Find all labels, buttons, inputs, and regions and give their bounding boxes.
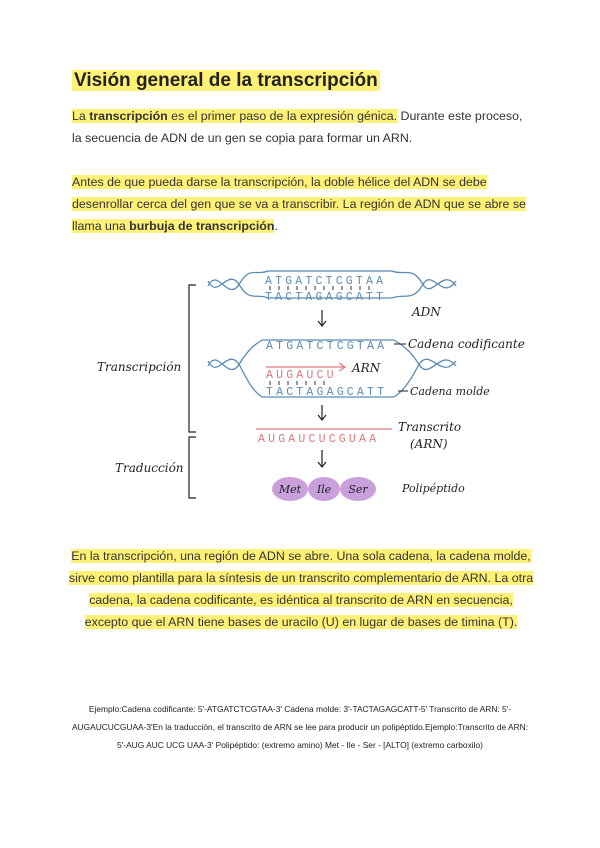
arrow-down-icon [318, 450, 326, 467]
svg-text:Ser: Ser [348, 483, 368, 496]
label-polipeptido: Polipéptido [402, 482, 465, 495]
template-strand-sequence: TACTAGAGCATT [266, 386, 388, 399]
stage-brackets [189, 285, 196, 498]
page-title: Visión general de la transcripción [74, 70, 378, 91]
svg-text:Ile: Ile [316, 483, 332, 496]
label-traduccion: Traducción [115, 461, 184, 475]
label-adn: ADN [412, 305, 441, 319]
intro-paragraph: La transcripción es el primer paso de la expresión génica. Durante este proceso, la secuencia de ADN de un gen se copia para formar un ARN. [72, 109, 523, 145]
dna-top-sequence: ATGATCTCGTAA [265, 275, 387, 288]
bubble-paragraph: Antes de que pueda darse la transcripción, la doble hélice del ADN se debe desenrollar cerca del gen que se va a transcribir. La región de ADN que se abre se llama una burbuja de transcripción. [72, 175, 526, 233]
label-transcrito-arn: (ARN) [410, 437, 448, 451]
svg-text:Met: Met [278, 483, 302, 496]
label-cadena-codificante: Cadena codificante [408, 337, 525, 351]
example-paragraph: Ejemplo:Cadena codificante: 5'-ATGATCTCGTAA-3' Cadena molde: 3'-TACTAGAGCATT-5' Transcrito de ARN: 5'-AUGAUCUCGUAA-3'En la traducción, el transcrito de ARN se lee para producir un polipéptido.Ejemplo:Transcrito de ARN: 5'-AUG AUC UCG UAA-3' Polipéptido: (extremo amino) Met - Ile - Ser - [ALTO] (extremo carboxilo) [71, 704, 529, 750]
label-transcrito: Transcrito [398, 420, 462, 434]
coding-strand-sequence: ATGATCTCGTAA [266, 340, 388, 353]
arrow-down-icon [318, 310, 326, 326]
label-arn: ARN [352, 361, 381, 375]
polypeptide [272, 477, 376, 501]
summary-paragraph: En la transcripción, una región de ADN se abre. Una sola cadena, la cadena molde, sirve como plantilla para la síntesis de un transcrito complementario de ARN. La otra cadena, la cadena codificante, es idéntica al transcrito de ARN en secuencia, excepto que el ARN tiene bases de uracilo (U) en lugar de bases de timina (T). [68, 549, 534, 629]
arrow-down-icon [318, 405, 326, 420]
rna-sequence: AUGAUCU [266, 369, 337, 382]
label-cadena-molde: Cadena molde [410, 385, 490, 398]
label-transcripcion: Transcripción [97, 360, 182, 374]
dna-bottom-sequence: TACTAGAGCATT [265, 291, 387, 304]
transcript-sequence: AUGAUCUCGUAA [258, 433, 380, 446]
